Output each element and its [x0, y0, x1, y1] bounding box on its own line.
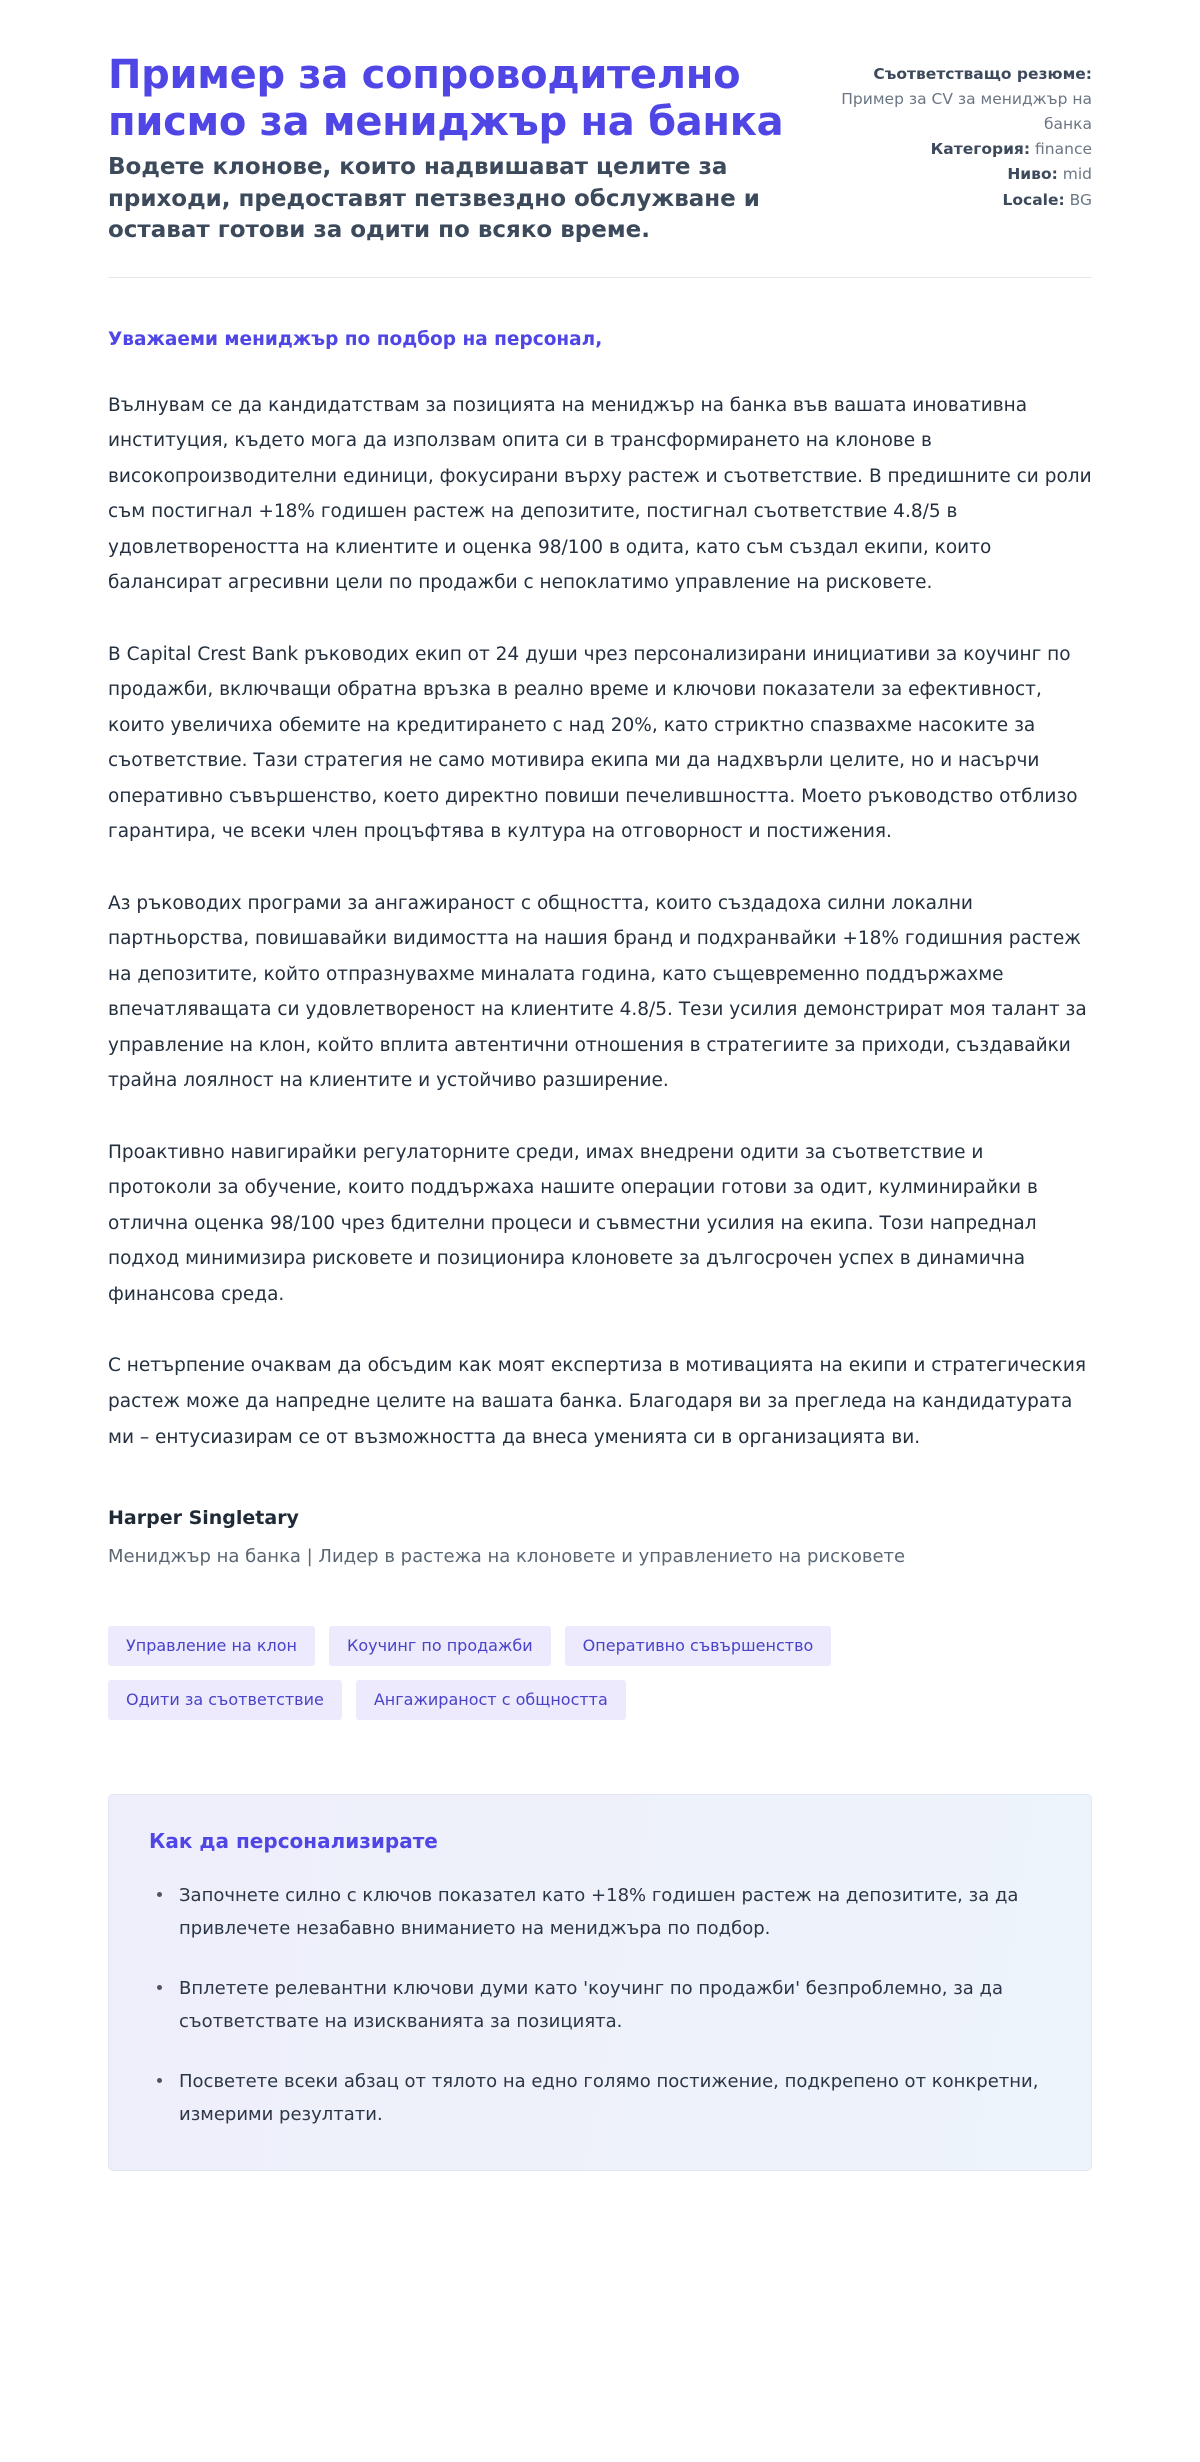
- callout-list: [149, 1879, 1051, 2132]
- meta-value-matching-resume: Пример за CV за мениджър на банка: [841, 90, 1092, 134]
- letter-paragraph-1: Вълнувам се да кандидатствам за позицията на мениджър на банка във вашата иновативна институция, където мога да използвам опита си в трансформирането на клонове в високопроизводителни единици, фокусирани върху растеж и съответствие. В предишните си роли съм постигнал +18% годишен растеж на депозитите, постигнал съответствие 4.8/5 в удовлетвореността на клиентите и оценка 98/100 в одита, като съм създал екипи, които балансират агресивни цели по продажби с непоклатимо управление на рисковете.: [108, 394, 1092, 594]
- letter-salutation: Уважаеми мениджър по подбор на персонал,: [108, 328, 603, 350]
- meta-row-matching-resume: [834, 62, 1092, 137]
- page-subtitle: Водете клонове, които надвишават целите за приходи, предоставят петзвездно обслужване и остават готови за одити по всяко време.: [108, 154, 760, 244]
- callout-list-item-3: [149, 2065, 1051, 2132]
- letter-body: [108, 278, 1092, 2171]
- tag-chip-branch-management[interactable]: Управление на клон: [108, 1626, 315, 1666]
- bullet-dot-icon: [157, 1892, 162, 1897]
- meta-row-level: [834, 162, 1092, 187]
- meta-label-level: Ниво:: [1007, 165, 1058, 184]
- callout-item-text-2: Вплетете релевантни ключови думи като 'коучинг по продажби' безпроблемно, за да съответствате на изискванията за позицията.: [179, 1977, 1003, 2033]
- meta-label-locale: Locale:: [1002, 190, 1065, 209]
- letter-paragraph-4: Проактивно навигирайки регулаторните среди, имах внедрени одити за съответствие и протоколи за обучение, които поддържаха нашите операции готови за одит, кулминирайки в отлична оценка 98/100 чрез бдителни процеси и съвместни усилия на екипа. Този напреднал подход минимизира рисковете и позиционира клоновете за дългосрочен успех в динамична финансова среда.: [108, 1141, 1038, 1305]
- callout-title: Как да персонализирате: [149, 1828, 438, 1853]
- callout-item-text-1: Започнете силно с ключов показател като +18% годишен растеж на депозитите, за да привлечете незабавно вниманието на мениджъра по подбор.: [179, 1884, 1019, 1940]
- callout-item-text-3: Посветете всеки абзац от тялото на едно голямо постижение, подкрепено от конкретни, измерими резултати.: [179, 2070, 1039, 2126]
- callout-list-item-2: [149, 1972, 1051, 2039]
- header-title-block: [108, 52, 794, 247]
- meta-row-locale: [834, 188, 1092, 213]
- meta-label-category: Категория:: [930, 140, 1031, 159]
- header-meta-block: [834, 52, 1092, 213]
- signature-name: Harper Singletary: [108, 1507, 299, 1530]
- page-title: Пример за сопроводително писмо за мениджър на банка: [108, 52, 784, 146]
- meta-label-matching-resume: Съответстващо резюме:: [873, 65, 1092, 83]
- meta-value-locale: BG: [1069, 190, 1092, 209]
- meta-row-category: [834, 137, 1092, 162]
- document-header: [108, 52, 1092, 269]
- tag-chip-sales-coaching[interactable]: Коучинг по продажби: [329, 1626, 551, 1666]
- meta-value-category: finance: [1035, 140, 1092, 159]
- tag-list: [108, 1626, 908, 1720]
- bullet-dot-icon: [157, 1985, 162, 1990]
- letter-paragraph-2: В Capital Crest Bank ръководих екип от 24 души чрез персонализирани инициативи за коучинг по продажби, включващи обратна връзка в реално време и ключови показатели за ефективност, които увеличиха обемите на кредитирането с над 20%, като стриктно спазвахме насоките за съответствие. Тази стратегия не само мотивира екипа ми да надхвърли целите, но и насърчи оперативно съвършенство, което директно повиши печелившността. Моето ръководство отблизо гарантира, че всеки член процъфтява в култура на отговорност и постижения.: [108, 643, 1078, 843]
- tag-chip-operational-excellence[interactable]: Оперативно съвършенство: [565, 1626, 832, 1666]
- bullet-dot-icon: [157, 2078, 162, 2083]
- tag-chip-community-engagement[interactable]: Ангажираност с общността: [356, 1680, 626, 1720]
- callout-list-item-1: [149, 1879, 1051, 1946]
- letter-paragraph-5: С нетърпение очаквам да обсъдим как моят експертиза в мотивацията на екипи и стратегическия растеж може да напредне целите на вашата банка. Благодаря ви за прегледа на кандидатурата ми – ентусиазирам се от възможността да внеса уменията си в организацията ви.: [108, 1355, 1086, 1448]
- signature-block: [108, 1507, 1092, 1572]
- meta-value-level: mid: [1062, 165, 1092, 184]
- letter-paragraph-3: Аз ръководих програми за ангажираност с общността, които създадоха силни локални партньорства, повишавайки видимостта на нашия бранд и подхранвайки +18% годишния растеж на депозитите, който отпразнувахме миналата година, като същевременно поддържахме впечатляващата си удовлетвореност на клиентите 4.8/5. Тези усилия демонстрират моя талант за управление на клон, който вплита автентични отношения в стратегиите за приходи, създавайки трайна лоялност на клиентите и устойчиво разширение.: [108, 892, 1087, 1092]
- tag-chip-compliance-audits[interactable]: Одити за съответствие: [108, 1680, 342, 1720]
- how-to-personalize-callout: [108, 1794, 1092, 2171]
- signature-role: Мениджър на банка | Лидер в растежа на клоновете и управлението на рисковете: [108, 1546, 906, 1568]
